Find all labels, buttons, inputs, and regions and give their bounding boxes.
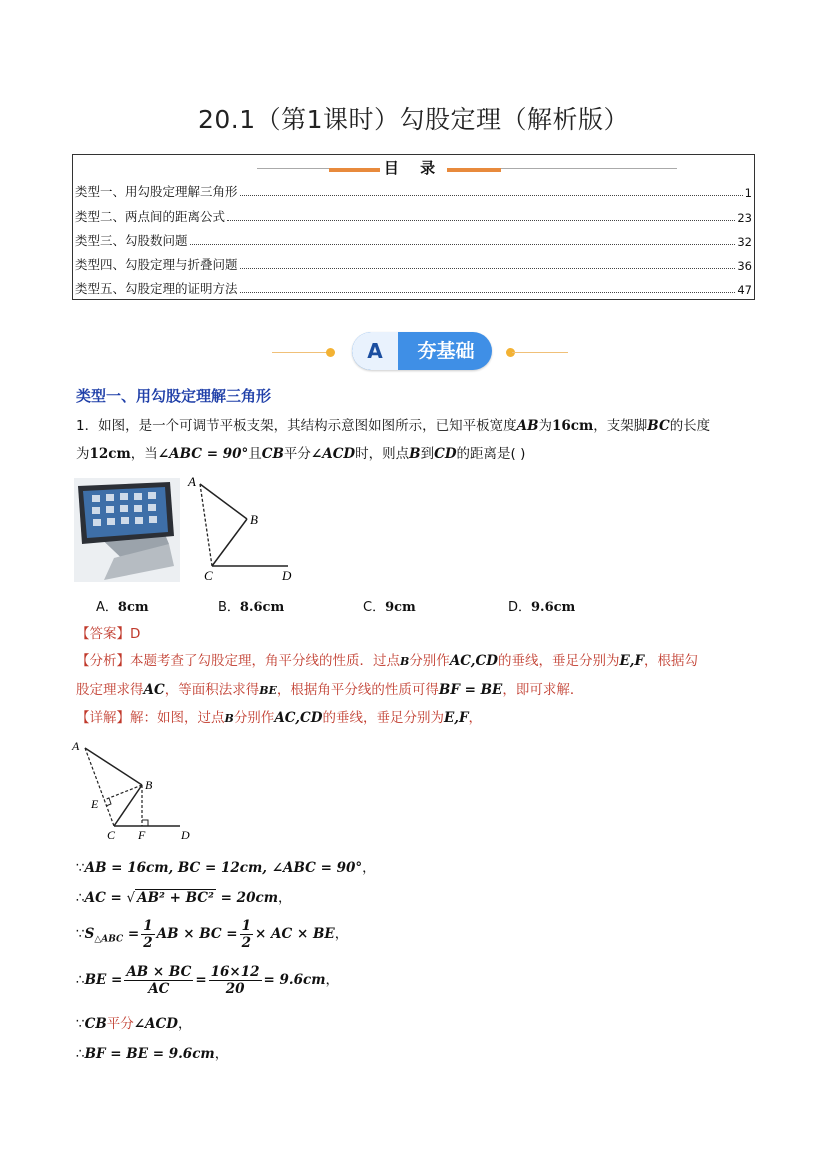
toc-item[interactable]: 类型二、两点间的距离公式 23: [75, 209, 752, 225]
analysis-text: 【分析】本题考查了勾股定理，角平分线的性质．过点B分别作AC,CD的垂线，垂足分别为E,F，根据勾 股定理求得AC，等面积法求得BE，根据角平分线的性质可得BF = BE，即可求解．: [76, 653, 699, 698]
toc-item[interactable]: 类型五、勾股定理的证明方法 47: [75, 281, 752, 297]
label-e: E: [91, 797, 99, 811]
label-c: C: [107, 828, 116, 842]
label-d: D: [181, 828, 190, 842]
label-f: F: [138, 828, 146, 842]
solution-step-4: ∴BE = $\frac{AB \times BC}{AC}$ = $\frac{16\times 12}{20}$ = 9.6cm，: [76, 964, 340, 997]
banner-dot-left: [326, 348, 335, 357]
solution-step-3: $\because S_{\triangle ABC}$ = $\frac{1}{2}$ AB × BC = $\frac{1}{2}$ × AC × BE，: [76, 918, 349, 951]
option-d[interactable]: D．9.6cm: [508, 600, 576, 615]
solution-step-5: ∵CB平分∠ACD，: [76, 1016, 192, 1032]
banner-text: 夯基础: [417, 340, 475, 362]
solution-step-2: ∴AC = √ AB² + BC² = 20cm，: [76, 890, 292, 906]
option-a[interactable]: A．8cm: [96, 600, 149, 615]
question-text: 1．如图，是一个可调节平板支架，其结构示意图如图所示，已知平板宽度AB为16cm，支架脚BC的长度 为12cm，当∠ABC = 90°且CB平分∠ACD时，则点B到CD的距离是( ): [76, 418, 711, 462]
label-a: A: [188, 474, 196, 489]
banner-letter: A: [352, 332, 398, 370]
section-banner: [352, 332, 492, 370]
label-c: C: [204, 568, 213, 583]
table-of-contents: [72, 154, 755, 300]
geometry-figure-1: [185, 474, 300, 584]
tablet-stand-photo: [74, 478, 180, 582]
solution-step-1: ∵AB = 16cm, BC = 12cm, ∠ABC = 90°，: [76, 860, 376, 876]
label-b: B: [250, 512, 258, 527]
detail-text: 【详解】解：如图，过点B分别作AC,CD的垂线，垂足分别为E,F，: [76, 710, 483, 726]
label-a: A: [72, 739, 80, 753]
toc-heading: 目 录: [73, 157, 754, 179]
solution-step-6: ∴BF = BE = 9.6cm，: [76, 1046, 229, 1062]
section-title: 类型一、用勾股定理解三角形: [76, 387, 272, 405]
label-b: B: [145, 778, 153, 792]
toc-item[interactable]: 类型一、用勾股定理解三角形 1: [75, 184, 752, 200]
toc-item[interactable]: 类型四、勾股定理与折叠问题 36: [75, 257, 752, 273]
option-b[interactable]: B．8.6cm: [218, 600, 285, 615]
label-d: D: [282, 568, 292, 583]
geometry-figure-2: [70, 738, 200, 842]
banner-line-left: [272, 352, 332, 353]
toc-item[interactable]: 类型三、勾股数问题 32: [75, 233, 752, 249]
banner-line-right: [512, 352, 568, 353]
page-title: 20.1（第1课时）勾股定理（解析版）: [197, 105, 630, 134]
answer-line: 【答案】D: [76, 626, 141, 642]
option-c[interactable]: C．9cm: [363, 600, 416, 615]
